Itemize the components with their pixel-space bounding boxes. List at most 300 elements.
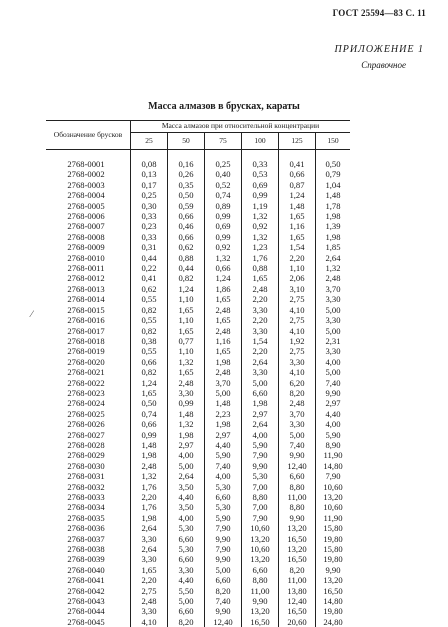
mass-value: 0,44 (131, 253, 168, 263)
mass-value: 4,40 (168, 575, 205, 585)
mass-value: 13,20 (316, 575, 351, 585)
mass-value: 0,55 (131, 315, 168, 325)
mass-value: 1,98 (242, 398, 279, 408)
bar-designation: 2768-0020 (46, 357, 131, 367)
mass-value: 1,98 (205, 419, 242, 429)
mass-value: 13,20 (242, 554, 279, 564)
mass-value: 13,20 (316, 492, 351, 502)
table-row (46, 461, 350, 471)
mass-value: 6,60 (168, 606, 205, 616)
mass-value: 1,23 (242, 242, 279, 252)
mass-value: 16,50 (242, 617, 279, 627)
bar-designation: 2768-0014 (46, 294, 131, 304)
mass-value: 0,17 (131, 180, 168, 190)
mass-value: 1,65 (205, 346, 242, 356)
mass-value: 3,30 (168, 565, 205, 575)
reference-note: Справочное (361, 60, 406, 70)
table-row (46, 586, 350, 596)
mass-value: 3,50 (168, 502, 205, 512)
table-row (46, 440, 350, 450)
table-row (46, 419, 350, 429)
mass-value: 19,80 (316, 534, 351, 544)
mass-value: 7,40 (205, 596, 242, 606)
mass-value: 5,00 (205, 565, 242, 575)
mass-value: 8,20 (205, 586, 242, 596)
mass-value: 0,55 (131, 294, 168, 304)
mass-value: 1,10 (168, 294, 205, 304)
bar-designation: 2768-0045 (46, 617, 131, 627)
mass-value: 2,64 (168, 471, 205, 481)
mass-value: 1,65 (168, 305, 205, 315)
table-row (46, 253, 350, 263)
mass-value: 5,00 (316, 326, 351, 336)
mass-value: 1,98 (131, 513, 168, 523)
mass-value: 19,80 (316, 554, 351, 564)
mass-value: 5,00 (168, 596, 205, 606)
mass-value: 12,40 (205, 617, 242, 627)
mass-value: 9,90 (316, 565, 351, 575)
mass-value: 4,10 (279, 305, 316, 315)
mass-value: 7,40 (205, 461, 242, 471)
mass-value: 11,00 (279, 492, 316, 502)
bar-designation: 2768-0036 (46, 523, 131, 533)
table-row (46, 492, 350, 502)
mass-value: 4,00 (316, 419, 351, 429)
mass-value: 0,38 (131, 336, 168, 346)
bar-designation: 2768-0025 (46, 409, 131, 419)
mass-value: 0,74 (205, 190, 242, 200)
mass-value: 3,30 (242, 367, 279, 377)
mass-value: 0,99 (242, 190, 279, 200)
mass-value: 5,30 (205, 482, 242, 492)
mass-value: 0,62 (168, 242, 205, 252)
mass-value: 3,50 (168, 482, 205, 492)
mass-value: 9,90 (205, 554, 242, 564)
mass-value: 3,30 (316, 315, 351, 325)
bar-designation: 2768-0016 (46, 315, 131, 325)
mass-value: 0,41 (279, 150, 316, 170)
mass-value: 0,66 (205, 263, 242, 273)
mass-value: 1,76 (242, 253, 279, 263)
mass-value: 9,90 (316, 388, 351, 398)
table-row (46, 180, 350, 190)
mass-value: 2,75 (279, 294, 316, 304)
bar-designation: 2768-0018 (46, 336, 131, 346)
mass-value: 11,90 (316, 513, 351, 523)
bar-designation: 2768-0027 (46, 430, 131, 440)
concentration-header: 125 (279, 133, 316, 150)
mass-value: 1,32 (242, 232, 279, 242)
mass-value: 1,98 (168, 430, 205, 440)
table-row (46, 190, 350, 200)
mass-value: 7,40 (316, 378, 351, 388)
mass-value: 3,30 (242, 305, 279, 315)
table-row (46, 367, 350, 377)
mass-value: 1,10 (168, 315, 205, 325)
mass-value: 1,76 (131, 502, 168, 512)
mass-value: 2,75 (131, 586, 168, 596)
table-row (46, 284, 350, 294)
mass-value: 7,90 (205, 523, 242, 533)
mass-value: 0,33 (131, 232, 168, 242)
mass-value: 2,48 (205, 305, 242, 315)
mass-value: 13,20 (242, 606, 279, 616)
mass-value: 0,30 (131, 201, 168, 211)
table-row (46, 575, 350, 585)
mass-value: 0,44 (168, 263, 205, 273)
bar-designation: 2768-0015 (46, 305, 131, 315)
table-row (46, 242, 350, 252)
mass-value: 6,20 (279, 378, 316, 388)
bar-designation: 2768-0038 (46, 544, 131, 554)
mass-value: 0,16 (168, 150, 205, 170)
mass-value: 1,54 (242, 336, 279, 346)
mass-value: 2,48 (168, 378, 205, 388)
mass-value: 5,00 (316, 305, 351, 315)
mass-value: 1,48 (205, 398, 242, 408)
mass-value: 0,66 (131, 419, 168, 429)
bar-designation: 2768-0037 (46, 534, 131, 544)
bar-designation: 2768-0026 (46, 419, 131, 429)
table-row (46, 305, 350, 315)
mass-value: 0,13 (131, 169, 168, 179)
bar-designation: 2768-0044 (46, 606, 131, 616)
mass-value: 5,50 (168, 586, 205, 596)
mass-value: 5,90 (205, 513, 242, 523)
mass-value: 4,40 (205, 440, 242, 450)
mass-value: 9,90 (242, 596, 279, 606)
mass-value: 1,32 (316, 263, 351, 273)
mass-value: 14,80 (316, 461, 351, 471)
mass-value: 0,87 (279, 180, 316, 190)
mass-value: 0,82 (131, 367, 168, 377)
mass-value: 1,48 (168, 409, 205, 419)
mass-value: 1,65 (131, 388, 168, 398)
mass-value: 0,66 (279, 169, 316, 179)
mass-value: 1,48 (316, 190, 351, 200)
table-row (46, 523, 350, 533)
table-row (46, 211, 350, 221)
mass-value: 1,32 (242, 211, 279, 221)
table-row (46, 378, 350, 388)
mass-value: 5,00 (242, 378, 279, 388)
mass-value: 2,64 (316, 253, 351, 263)
mass-value: 4,10 (279, 367, 316, 377)
bar-designation: 2768-0011 (46, 263, 131, 273)
mass-value: 8,80 (279, 482, 316, 492)
table-row (46, 221, 350, 231)
mass-value: 8,80 (279, 502, 316, 512)
bar-designation: 2768-0032 (46, 482, 131, 492)
table-row (46, 169, 350, 179)
mass-value: 1,24 (279, 190, 316, 200)
mass-value: 0,25 (205, 150, 242, 170)
mass-value: 5,00 (316, 367, 351, 377)
bar-designation: 2768-0042 (46, 586, 131, 596)
bar-designation: 2768-0009 (46, 242, 131, 252)
mass-value: 0,66 (168, 232, 205, 242)
bar-designation: 2768-0019 (46, 346, 131, 356)
mass-value: 12,40 (279, 461, 316, 471)
mass-value: 7,90 (242, 450, 279, 460)
mass-value: 2,31 (316, 336, 351, 346)
mass-value: 0,69 (242, 180, 279, 190)
mass-value: 6,60 (168, 534, 205, 544)
mass-value: 3,70 (316, 284, 351, 294)
mass-value: 3,30 (131, 534, 168, 544)
mass-value: 11,90 (316, 450, 351, 460)
mass-value: 16,50 (279, 606, 316, 616)
mass-value: 1,10 (168, 346, 205, 356)
mass-value: 3,70 (205, 378, 242, 388)
mass-value: 1,32 (131, 471, 168, 481)
mass-value: 13,80 (279, 586, 316, 596)
mass-value: 3,30 (168, 388, 205, 398)
mass-value: 0,82 (168, 273, 205, 283)
bar-designation: 2768-0029 (46, 450, 131, 460)
mass-value: 2,64 (131, 544, 168, 554)
mass-value: 1,65 (242, 273, 279, 283)
mass-value: 9,90 (242, 461, 279, 471)
mass-value: 0,99 (205, 211, 242, 221)
mass-value: 0,22 (131, 263, 168, 273)
mass-value: 16,50 (279, 554, 316, 564)
mass-value: 4,00 (205, 471, 242, 481)
mass-value: 14,80 (316, 596, 351, 606)
mass-value: 1,98 (316, 232, 351, 242)
table-row (46, 294, 350, 304)
mass-value: 10,60 (316, 482, 351, 492)
mass-value: 1,24 (131, 378, 168, 388)
table-row (46, 617, 350, 627)
mass-value: 1,98 (316, 211, 351, 221)
mass-value: 1,19 (242, 201, 279, 211)
bar-designation: 2768-0022 (46, 378, 131, 388)
table-row (46, 315, 350, 325)
mass-value: 15,80 (316, 523, 351, 533)
mass-value: 6,60 (205, 492, 242, 502)
mass-value: 16,50 (316, 586, 351, 596)
mass-value: 1,16 (205, 336, 242, 346)
mass-value: 7,00 (242, 502, 279, 512)
mass-value: 7,90 (242, 513, 279, 523)
bar-designation: 2768-0012 (46, 273, 131, 283)
mass-value: 7,90 (205, 544, 242, 554)
mass-value: 1,78 (316, 201, 351, 211)
bar-designation: 2768-0033 (46, 492, 131, 502)
mass-value: 3,10 (279, 284, 316, 294)
mass-value: 1,24 (205, 273, 242, 283)
table-row (46, 513, 350, 523)
mass-value: 0,99 (168, 398, 205, 408)
standard-header: ГОСТ 25594—83 С. 11 (333, 8, 426, 18)
mass-value: 0,41 (131, 273, 168, 283)
mass-value: 0,99 (205, 232, 242, 242)
mass-value: 1,65 (168, 367, 205, 377)
mass-value: 5,00 (205, 388, 242, 398)
mass-value: 2,75 (279, 346, 316, 356)
mass-value: 6,60 (242, 388, 279, 398)
appendix-heading: ПРИЛОЖЕНИЕ 1 (335, 44, 425, 55)
mass-value: 7,00 (242, 482, 279, 492)
bar-designation: 2768-0023 (46, 388, 131, 398)
mass-value: 5,90 (242, 440, 279, 450)
mass-value: 1,85 (316, 242, 351, 252)
mass-value: 5,30 (242, 471, 279, 481)
mass-value: 0,77 (168, 336, 205, 346)
table-row (46, 554, 350, 564)
mass-value: 8,20 (279, 388, 316, 398)
mass-value: 2,20 (242, 294, 279, 304)
table-row (46, 357, 350, 367)
mass-value: 1,65 (168, 326, 205, 336)
diamond-mass-table (46, 120, 350, 627)
mass-value: 0,88 (242, 263, 279, 273)
mass-value: 1,54 (279, 242, 316, 252)
mass-value: 2,48 (131, 461, 168, 471)
mass-value: 6,60 (168, 554, 205, 564)
mass-value: 3,70 (279, 409, 316, 419)
table-row (46, 201, 350, 211)
mass-value: 9,90 (205, 606, 242, 616)
mass-value: 2,64 (242, 419, 279, 429)
mass-value: 0,92 (242, 221, 279, 231)
table-row (46, 273, 350, 283)
column-header-name: Обозначение брусков (46, 121, 131, 150)
table-row (46, 150, 350, 170)
margin-mark: ⁄ (31, 309, 33, 319)
mass-value: 1,10 (279, 263, 316, 273)
bar-designation: 2768-0002 (46, 169, 131, 179)
bar-designation: 2768-0041 (46, 575, 131, 585)
mass-value: 10,60 (242, 523, 279, 533)
table-row (46, 450, 350, 460)
mass-value: 3,30 (316, 294, 351, 304)
mass-value: 0,50 (168, 190, 205, 200)
mass-value: 2,64 (242, 357, 279, 367)
table-title: Масса алмазов в брусках, караты (0, 101, 448, 112)
mass-value: 12,40 (279, 596, 316, 606)
bar-designation: 2768-0017 (46, 326, 131, 336)
mass-value: 0,59 (168, 201, 205, 211)
concentration-header: 75 (205, 133, 242, 150)
mass-value: 1,86 (205, 284, 242, 294)
bar-designation: 2768-0007 (46, 221, 131, 231)
mass-value: 1,65 (279, 211, 316, 221)
mass-value: 1,98 (205, 357, 242, 367)
mass-value: 5,30 (205, 502, 242, 512)
mass-value: 2,48 (205, 367, 242, 377)
mass-value: 0,33 (242, 150, 279, 170)
table-row (46, 502, 350, 512)
mass-value: 1,48 (279, 201, 316, 211)
table-row (46, 263, 350, 273)
table-row (46, 596, 350, 606)
mass-value: 0,46 (168, 221, 205, 231)
bar-designation: 2768-0039 (46, 554, 131, 564)
mass-value: 0,52 (205, 180, 242, 190)
mass-value: 0,35 (168, 180, 205, 190)
mass-value: 4,00 (168, 450, 205, 460)
mass-value: 5,00 (279, 430, 316, 440)
mass-value: 0,74 (131, 409, 168, 419)
mass-value: 3,30 (131, 606, 168, 616)
mass-value: 1,65 (205, 315, 242, 325)
mass-value: 1,65 (279, 232, 316, 242)
mass-value: 0,55 (131, 346, 168, 356)
mass-value: 3,30 (279, 357, 316, 367)
mass-value: 16,50 (279, 534, 316, 544)
mass-value: 2,23 (205, 409, 242, 419)
concentration-header: 25 (131, 133, 168, 150)
bar-designation: 2768-0035 (46, 513, 131, 523)
table-row (46, 398, 350, 408)
mass-value: 5,90 (316, 430, 351, 440)
mass-value: 0,25 (131, 190, 168, 200)
mass-value: 5,30 (168, 544, 205, 554)
bar-designation: 2768-0021 (46, 367, 131, 377)
bar-designation: 2768-0031 (46, 471, 131, 481)
mass-value: 3,30 (316, 346, 351, 356)
mass-value: 4,10 (279, 326, 316, 336)
mass-value: 0,62 (131, 284, 168, 294)
mass-value: 2,75 (279, 315, 316, 325)
mass-value: 0,50 (131, 398, 168, 408)
table-row (46, 346, 350, 356)
table-row (46, 471, 350, 481)
mass-value: 3,30 (279, 419, 316, 429)
mass-value: 4,40 (168, 492, 205, 502)
table-row (46, 388, 350, 398)
mass-value: 2,20 (242, 346, 279, 356)
mass-value: 10,60 (242, 544, 279, 554)
bar-designation: 2768-0028 (46, 440, 131, 450)
mass-value: 4,10 (131, 617, 168, 627)
mass-value: 3,30 (131, 554, 168, 564)
bar-designation: 2768-0034 (46, 502, 131, 512)
mass-value: 0,92 (205, 242, 242, 252)
bar-designation: 2768-0008 (46, 232, 131, 242)
mass-value: 6,60 (205, 575, 242, 585)
mass-value: 8,80 (242, 575, 279, 585)
table-row (46, 409, 350, 419)
mass-value: 3,30 (242, 326, 279, 336)
mass-value: 13,20 (279, 523, 316, 533)
mass-value: 1,32 (168, 357, 205, 367)
mass-value: 7,90 (316, 471, 351, 481)
mass-value: 19,80 (316, 606, 351, 616)
mass-value: 0,79 (316, 169, 351, 179)
mass-value: 2,64 (131, 523, 168, 533)
mass-value: 8,90 (316, 440, 351, 450)
mass-value: 10,60 (316, 502, 351, 512)
mass-value: 2,20 (131, 575, 168, 585)
concentration-header: 50 (168, 133, 205, 150)
mass-value: 6,60 (242, 565, 279, 575)
mass-value: 8,80 (242, 492, 279, 502)
bar-designation: 2768-0030 (46, 461, 131, 471)
mass-value: 13,20 (279, 544, 316, 554)
bar-designation: 2768-0013 (46, 284, 131, 294)
mass-value: 2,06 (279, 273, 316, 283)
mass-value: 0,23 (131, 221, 168, 231)
mass-value: 0,69 (205, 221, 242, 231)
mass-value: 0,66 (168, 211, 205, 221)
mass-value: 2,48 (279, 398, 316, 408)
concentration-header: 100 (242, 133, 279, 150)
mass-value: 11,00 (242, 586, 279, 596)
mass-value: 6,60 (279, 471, 316, 481)
